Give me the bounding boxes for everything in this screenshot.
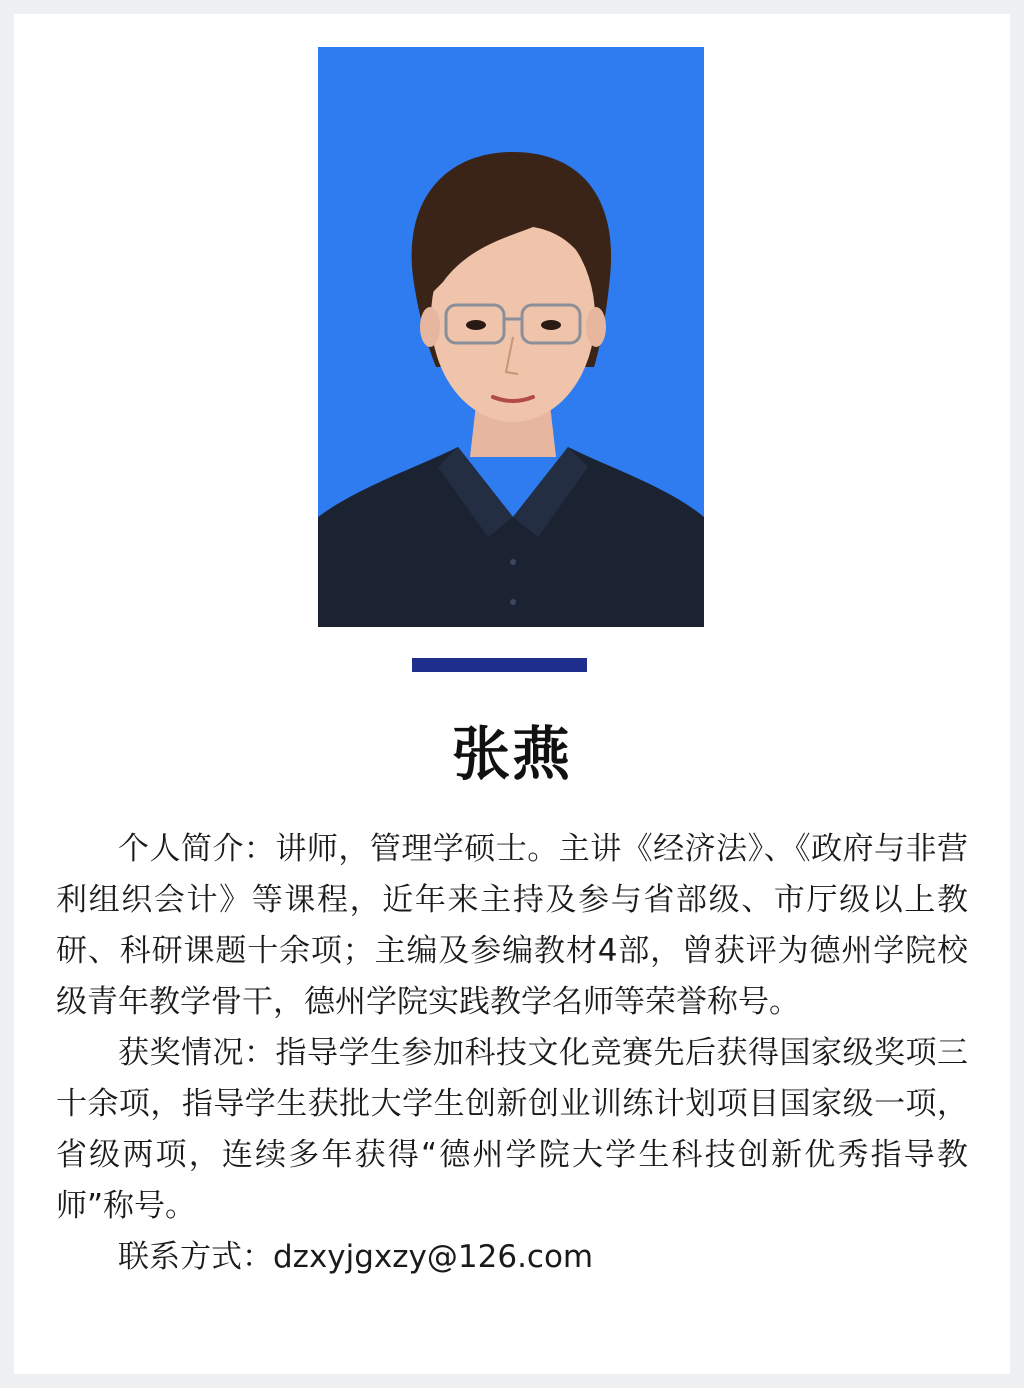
profile-card (14, 14, 1010, 1374)
intro-paragraph: 个人简介：讲师，管理学硕士。主讲《经济法》、《政府与非营利组织会计》等课程，近年来主持及参与省部级、市厅级以上教研、科研课题十余项；主编及参编教材4部，曾获评为德州学院校级青年教学骨干，德州学院实践教学名师等荣誉称号。 (56, 831, 968, 1020)
person-name: 张燕 (451, 720, 572, 788)
portrait-photo (318, 47, 704, 627)
accent-divider (412, 658, 587, 672)
portrait-illustration (318, 47, 704, 627)
awards-paragraph: 获奖情况：指导学生参加科技文化竞赛先后获得国家级奖项三十余项，指导学生获批大学生创新创业训练计划项目国家级一项，省级两项，连续多年获得“德州学院大学生科技创新优秀指导教师”称号。 (56, 1035, 968, 1224)
contact-paragraph: 联系方式：dzxyjgxzy@126.com (118, 1239, 594, 1275)
profile-body (56, 824, 968, 1283)
